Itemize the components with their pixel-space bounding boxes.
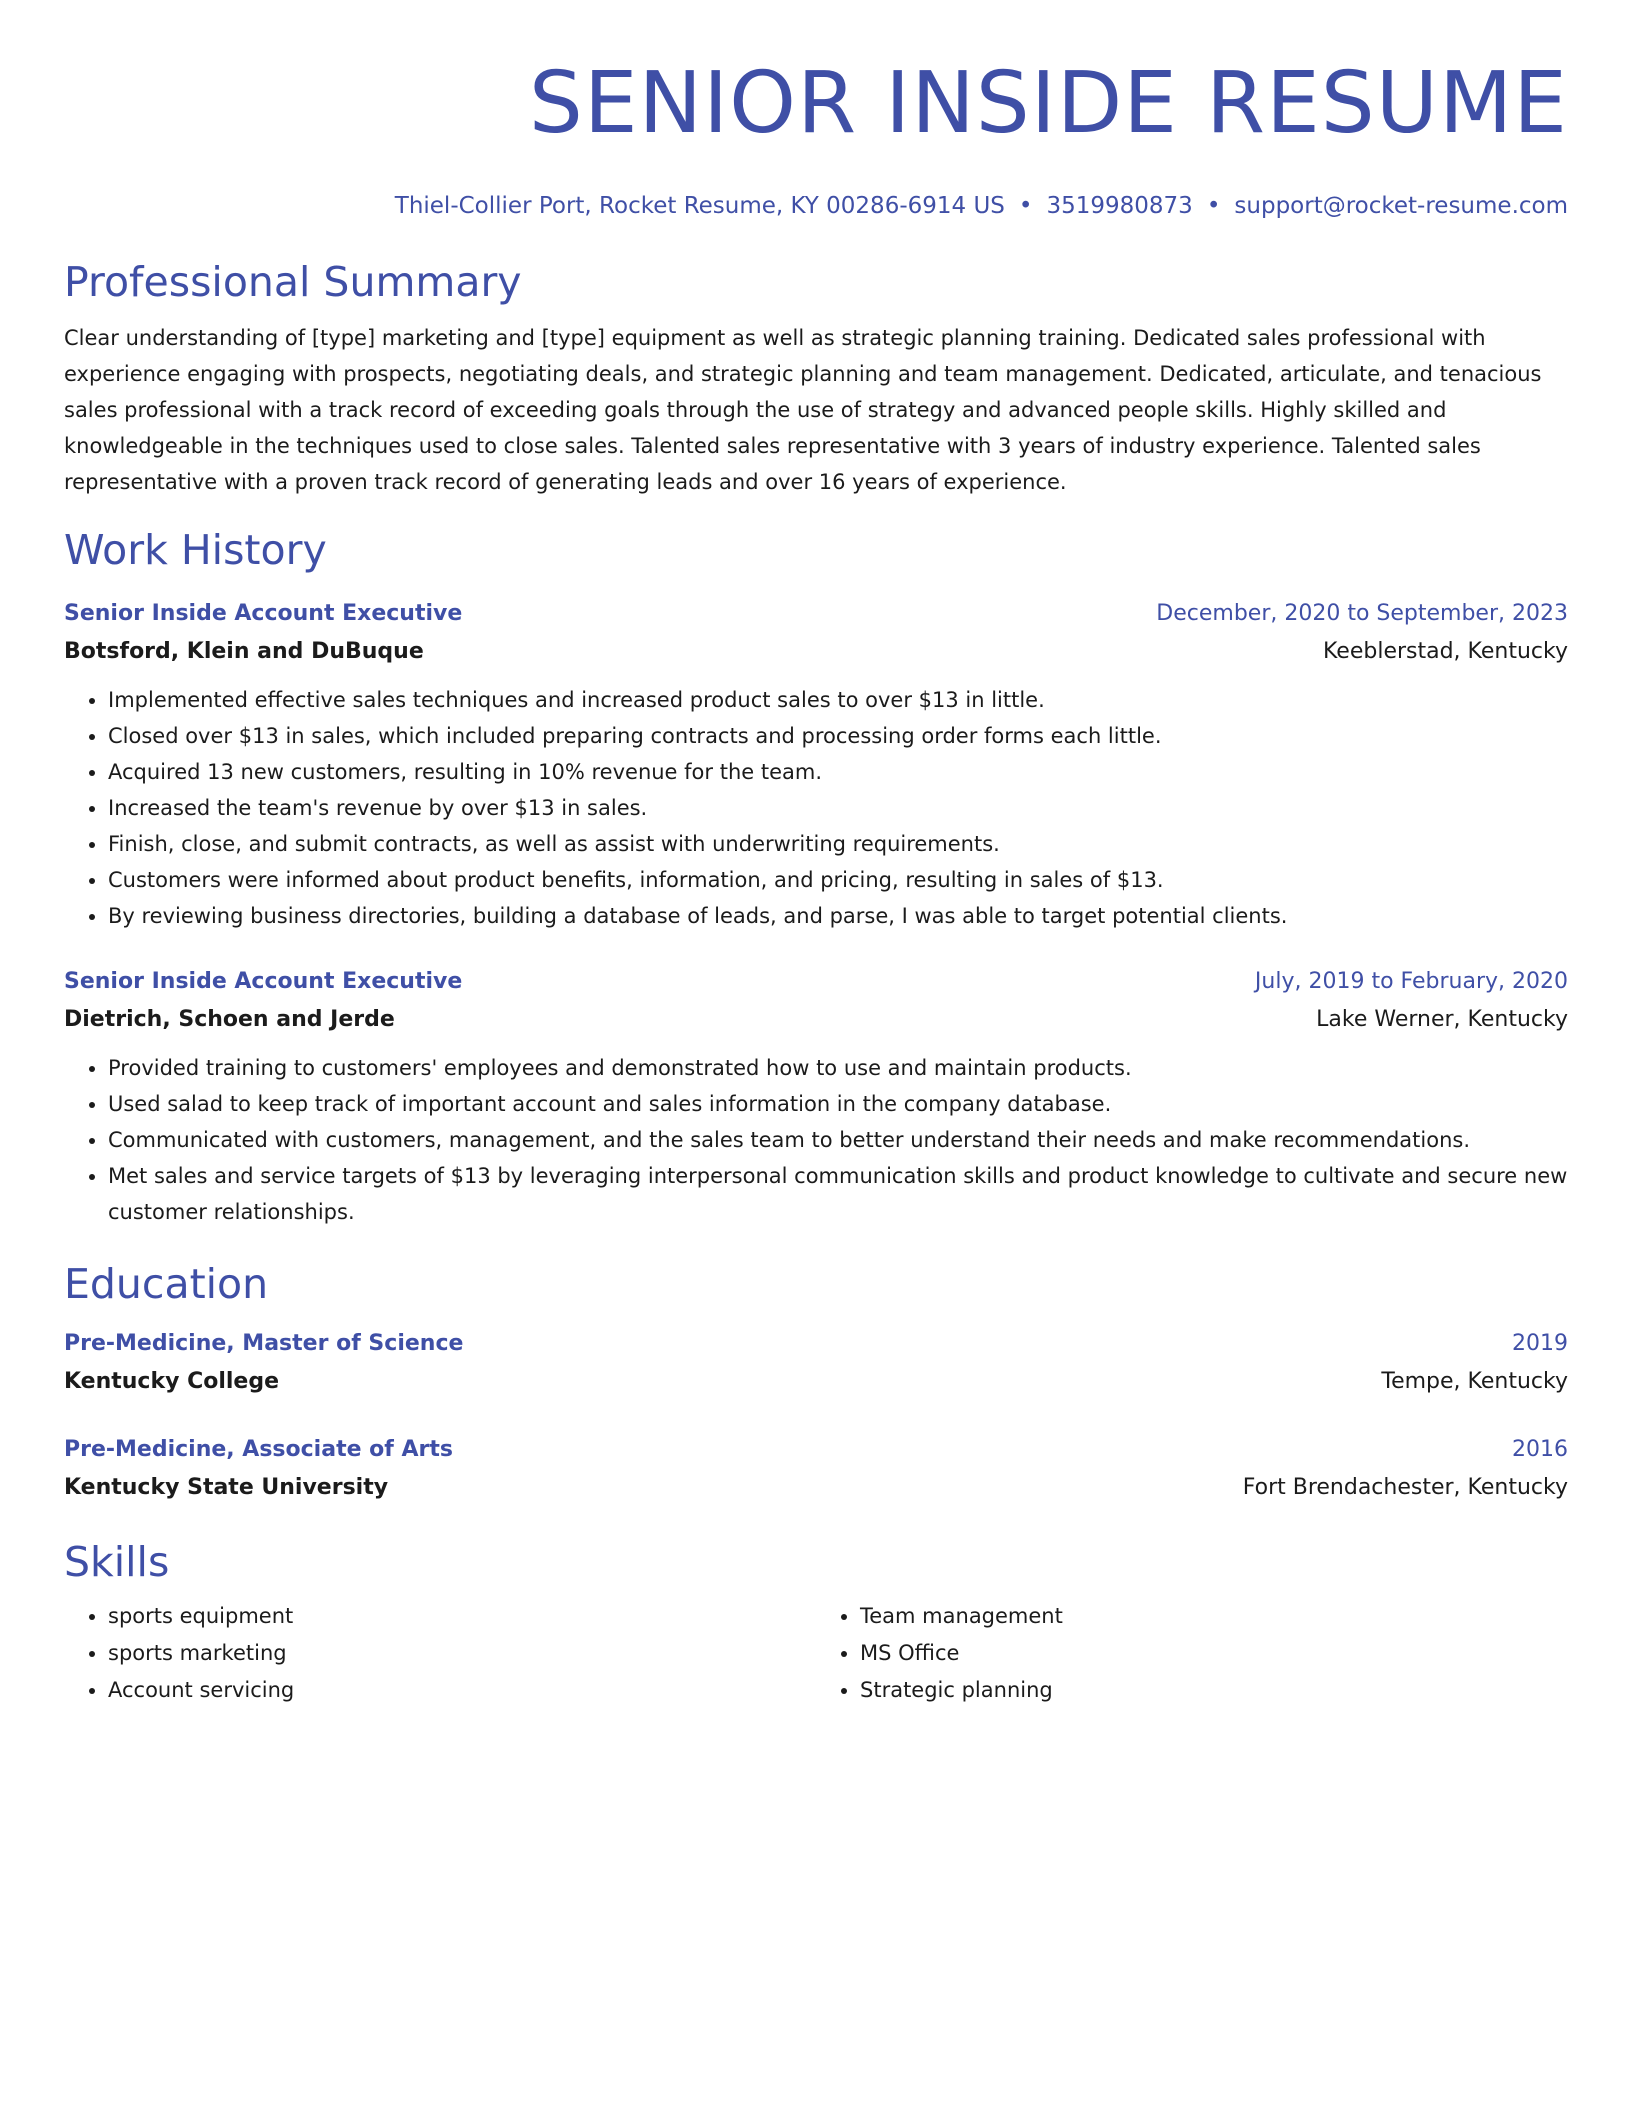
skill-item: • sports equipment xyxy=(108,1598,816,1635)
job-bullet: • Met sales and service targets of $13 by leveraging interpersonal communication skills and product knowledge to cultivate and secure new customer relationships. xyxy=(108,1158,1568,1230)
job-bullet: • Customers were informed about product benefits, information, and pricing, resulting in sales of $13. xyxy=(108,862,1568,898)
job-bullet: • Finish, close, and submit contracts, as well as assist with underwriting requirements. xyxy=(108,826,1568,862)
job-entry xyxy=(64,964,1568,1230)
job-bullet: • Acquired 13 new customers, resulting in 10% revenue for the team. xyxy=(108,754,1568,790)
education-entry xyxy=(64,1326,1568,1402)
job-bullet: • Used salad to keep track of important account and sales information in the company database. xyxy=(108,1086,1568,1122)
education-year: 2019 xyxy=(1512,1331,1568,1356)
education-heading: Education xyxy=(64,1260,269,1308)
education-year: 2016 xyxy=(1512,1437,1568,1462)
job-dates: December, 2020 to September, 2023 xyxy=(1156,601,1568,626)
education-location: Tempe, Kentucky xyxy=(1381,1369,1568,1394)
education-school: Kentucky State University xyxy=(64,1475,389,1500)
job-company-row xyxy=(64,632,1568,672)
education-school: Kentucky College xyxy=(64,1369,280,1394)
education-degree: Pre-Medicine, Master of Science xyxy=(64,1331,464,1356)
skill-item: • Strategic planning xyxy=(860,1672,1568,1709)
job-entry xyxy=(64,596,1568,934)
work-history-heading: Work History xyxy=(64,526,327,574)
job-role: Senior Inside Account Executive xyxy=(64,601,463,626)
education-location: Fort Brendachester, Kentucky xyxy=(1242,1475,1568,1500)
job-bullets xyxy=(64,682,1568,934)
skill-item: • Account servicing xyxy=(108,1672,816,1709)
education-entry xyxy=(64,1432,1568,1508)
job-role: Senior Inside Account Executive xyxy=(64,969,463,994)
job-bullet: • Implemented effective sales techniques and increased product sales to over $13 in little. xyxy=(108,682,1568,718)
education-degree: Pre-Medicine, Associate of Arts xyxy=(64,1437,453,1462)
education-degree-row xyxy=(64,1432,1568,1468)
job-bullet: • Increased the team's revenue by over $13 in sales. xyxy=(108,790,1568,826)
summary-heading: Professional Summary xyxy=(64,258,522,306)
job-dates: July, 2019 to February, 2020 xyxy=(1254,969,1568,994)
contact-address: Thiel-Collier Port, Rocket Resume, KY 00286-6914 US xyxy=(394,193,1005,219)
job-title-row xyxy=(64,596,1568,632)
education-school-row xyxy=(64,1468,1568,1508)
job-company: Dietrich, Schoen and Jerde xyxy=(64,1007,395,1032)
job-bullet: • Closed over $13 in sales, which included preparing contracts and processing order forms each little. xyxy=(108,718,1568,754)
skills-column-right xyxy=(816,1598,1568,1709)
skill-item: • Team management xyxy=(860,1598,1568,1635)
job-title-row xyxy=(64,964,1568,1000)
job-company-row xyxy=(64,1000,1568,1040)
resume-header xyxy=(64,56,1568,222)
skill-item: • sports marketing xyxy=(108,1635,816,1672)
contact-email: support@rocket-resume.com xyxy=(1234,193,1568,219)
job-company: Botsford, Klein and DuBuque xyxy=(64,639,424,664)
education-degree-row xyxy=(64,1326,1568,1362)
contact-phone: 3519980873 xyxy=(1046,193,1193,219)
summary-text: Clear understanding of [type] marketing and [type] equipment as well as strategic planning training. Dedicated sales professional with experience engaging with prospects, negotiating deals, and strategic planning and team management. Dedicated, articulate, and tenacious sales professional with a track record of exceeding goals through the use of strategy and advanced people skills. Highly skilled and knowledgeable in the techniques used to close sales. Talented sales representative with 3 years of industry experience. Talented sales representative with a proven track record of generating leads and over 16 years of experience. xyxy=(64,326,1542,494)
education-school-row xyxy=(64,1362,1568,1402)
job-location: Lake Werner, Kentucky xyxy=(1316,1007,1568,1032)
contact-separator: • xyxy=(1206,193,1221,219)
skills-heading: Skills xyxy=(64,1538,170,1586)
skills-column-left xyxy=(64,1598,816,1709)
contact-separator: • xyxy=(1018,193,1033,219)
contact-line xyxy=(64,190,1568,222)
job-bullet: • By reviewing business directories, building a database of leads, and parse, I was able to target potential clients. xyxy=(108,898,1568,934)
job-bullets xyxy=(64,1050,1568,1230)
resume-name: SENIOR INSIDE RESUME xyxy=(528,54,1568,153)
job-location: Keeblerstad, Kentucky xyxy=(1322,639,1568,664)
skills-list xyxy=(64,1598,1568,1709)
skill-item: • MS Office xyxy=(860,1635,1568,1672)
job-bullet: • Provided training to customers' employees and demonstrated how to use and maintain products. xyxy=(108,1050,1568,1086)
job-bullet: • Communicated with customers, management, and the sales team to better understand their needs and make recommendations. xyxy=(108,1122,1568,1158)
